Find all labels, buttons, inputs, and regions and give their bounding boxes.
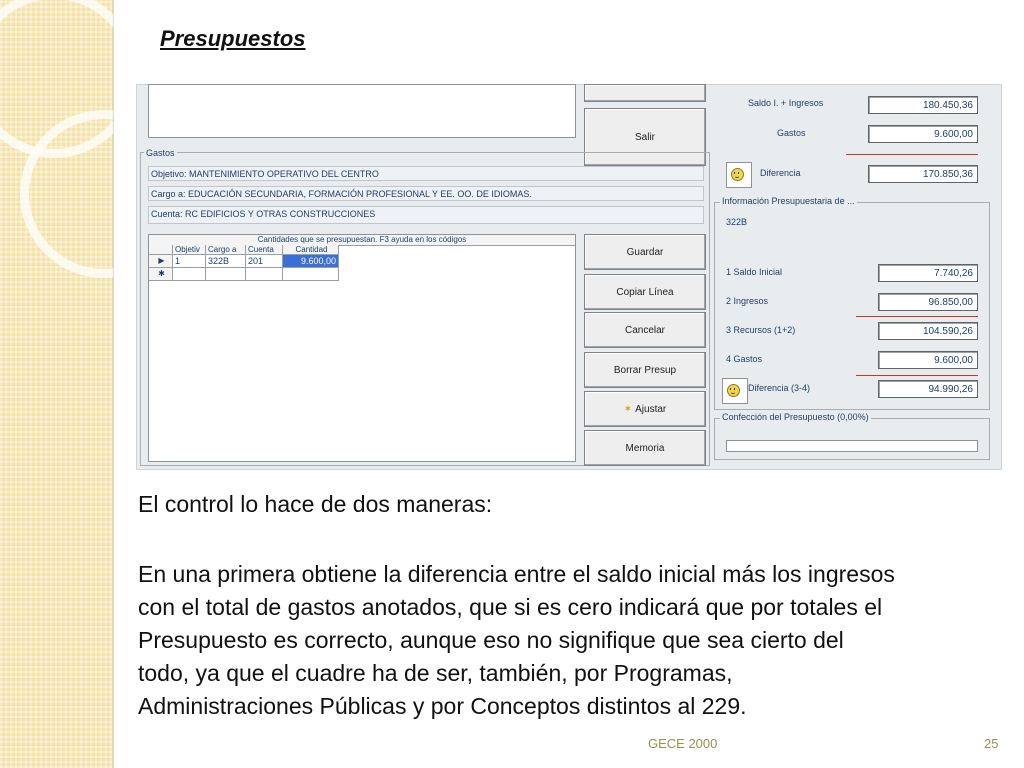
gastos-info-label: 4 Gastos <box>726 354 763 364</box>
borrar-presup-button[interactable]: Borrar Presup <box>584 352 706 388</box>
decorative-side-panel <box>0 0 113 768</box>
total-underline <box>846 154 978 155</box>
info-code: 322B <box>726 217 748 227</box>
recursos-value: 104.590,26 <box>878 322 978 340</box>
ajustar-label: Ajustar <box>635 403 667 415</box>
ajustar-button[interactable] <box>584 391 706 427</box>
info-presupuestaria-title: Información Presupuestaria de ... <box>722 196 855 206</box>
diferencia-underline <box>856 375 978 376</box>
objetivo-field: Objetivo: MANTENIMIENTO OPERATIVO DEL CENTRO <box>148 166 704 181</box>
cargo-field: Cargo a: EDUCACIÓN SECUNDARIA, FORMACIÓN PROFESIONAL Y EE. OO. DE IDIOMAS. <box>148 186 704 201</box>
wand-icon: ✶ <box>623 403 633 415</box>
column-header-objetivo[interactable]: Objetiv <box>173 245 206 255</box>
confeccion-label: Confección del Presupuesto (0,00%) <box>722 412 869 422</box>
paragraph-line: todo, ya que el cuadre ha de ser, también, por Programas, <box>138 660 733 686</box>
grid-caption: Cantidades que se presupuestan. F3 ayuda en los códigos <box>149 235 575 246</box>
new-row-icon[interactable]: ✱ <box>149 268 173 281</box>
guardar-button[interactable]: Guardar <box>584 234 706 270</box>
saldo-inicial-label: 1 Saldo Inicial <box>726 267 783 277</box>
page-number: 25 <box>984 736 999 751</box>
new-cell[interactable] <box>206 268 246 281</box>
paragraph-line: Presupuesto es correcto, aunque eso no signifique que sea cierto del <box>138 627 844 653</box>
top-list-panel <box>148 84 576 138</box>
gastos-group-label: Gastos <box>146 148 175 158</box>
new-cell[interactable] <box>246 268 283 281</box>
diferencia-3-4-label: Diferencia (3-4) <box>748 383 811 393</box>
saldo-inicial-value: 7.740,26 <box>878 264 978 282</box>
cuenta-field: Cuenta: RC EDIFICIOS Y OTRAS CONSTRUCCIONES <box>148 206 704 224</box>
smiley-icon <box>731 168 744 181</box>
memoria-button[interactable]: Memoria <box>584 430 706 466</box>
grid-corner <box>149 245 173 255</box>
confeccion-progress-bar <box>726 440 978 452</box>
gastos-total-label: Gastos <box>777 128 806 138</box>
diferencia-value: 170.850,36 <box>868 165 978 183</box>
recursos-underline <box>856 316 978 317</box>
scrolled-button[interactable] <box>584 84 706 102</box>
slide-title: Presupuestos <box>160 26 306 51</box>
recursos-label: 3 Recursos (1+2) <box>726 325 796 335</box>
side-divider <box>113 0 114 768</box>
confeccion-group <box>714 418 990 460</box>
saldo-ingresos-label: Saldo I. + Ingresos <box>748 98 824 108</box>
gastos-total-value: 9.600,00 <box>868 125 978 143</box>
cell-objetivo[interactable]: 1 <box>173 255 206 268</box>
gastos-info-value: 9.600,00 <box>878 351 978 369</box>
paragraph-line: En una primera obtiene la diferencia entre el saldo inicial más los ingresos <box>138 561 895 587</box>
diferencia-3-4-value: 94.990,26 <box>878 380 978 398</box>
row-selector-icon[interactable]: ▶ <box>149 255 173 268</box>
new-cell[interactable] <box>173 268 206 281</box>
cell-cuenta[interactable]: 201 <box>246 255 283 268</box>
column-header-cuenta[interactable]: Cuenta <box>246 245 283 255</box>
salir-button[interactable]: Salir <box>584 108 706 166</box>
footer-label: GECE 2000 <box>648 736 718 751</box>
ingresos-label: 2 Ingresos <box>726 296 769 306</box>
diferencia-label: Diferencia <box>760 168 801 178</box>
intro-text: El control lo hace de dos maneras: <box>138 491 493 517</box>
saldo-ingresos-value: 180.450,36 <box>868 96 978 114</box>
column-header-cargo[interactable]: Cargo a <box>206 245 246 255</box>
column-header-cantidad[interactable]: Cantidad <box>283 245 339 255</box>
presupuesto-grid[interactable] <box>148 234 576 462</box>
cell-cantidad[interactable]: 9.600,00 <box>283 255 339 268</box>
paragraph-line: Administraciones Públicas y por Conceptos distintos al 229. <box>138 693 747 719</box>
cell-cargo[interactable]: 322B <box>206 255 246 268</box>
paragraph-line: con el total de gastos anotados, que si es cero indicará que por totales el <box>138 594 883 620</box>
copiar-linea-button[interactable]: Copiar Línea <box>584 274 706 310</box>
cancelar-button[interactable]: Cancelar <box>584 312 706 348</box>
smiley-icon <box>727 384 740 397</box>
new-cell[interactable] <box>283 268 339 281</box>
ingresos-value: 96.850,00 <box>878 293 978 311</box>
